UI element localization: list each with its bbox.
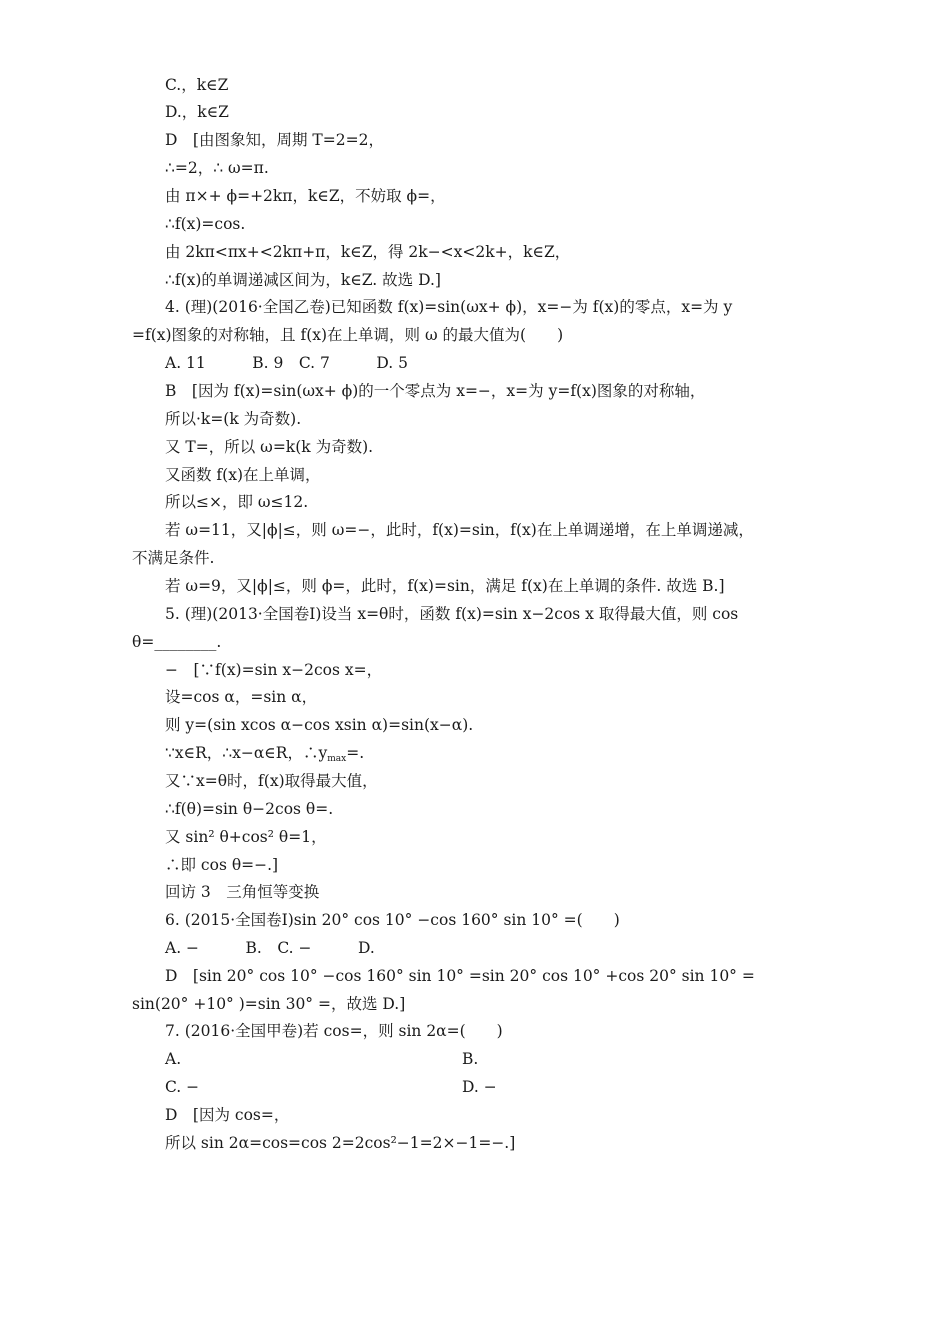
question-4-options: A. 11 B. 9 C. 7 D. 5 — [165, 354, 408, 372]
solution-line: ∵x∈R，∴x−α∈R，∴ymax=. — [165, 744, 365, 764]
option-d-line: D.，k∈Z — [165, 103, 229, 121]
option-c-line: C.，k∈Z — [165, 76, 229, 94]
solution-line: ∴f(θ)=sin θ−2cos θ=. — [165, 800, 334, 818]
question-4-line: =f(x)图象的对称轴，且 f(x)在上单调，则 ω 的最大值为( ) — [132, 326, 564, 344]
solution-line: ∴f(x)=cos. — [165, 215, 246, 233]
solution-line: 由 2kπ<πx+<2kπ+π，k∈Z，得 2k−<x<2k+，k∈Z， — [165, 243, 571, 261]
answer-line: B [因为 f(x)=sin(ωx+ ϕ)的一个零点为 x=−，x=为 y=f(x)图象的对称轴， — [165, 382, 706, 400]
solution-line: 设=cos α，=sin α， — [165, 688, 318, 706]
solution-line: 则 y=(sin xcos α−cos xsin α)=sin(x−α). — [165, 716, 474, 734]
section-heading: 回访 3 三角恒等变换 — [165, 883, 320, 901]
solution-line: 若 ω=9，又|ϕ|≤，则 ϕ=，此时，f(x)=sin，满足 f(x)在上单调的条件. 故选 B.] — [165, 577, 725, 595]
solution-line: ∴=2，∴ ω=π. — [165, 159, 269, 177]
question-5-line: 5. (理)(2013·全国卷Ⅰ)设当 x=θ时，函数 f(x)=sin x−2cos x 取得最大值，则 cos — [165, 605, 739, 623]
option-d: D. − — [462, 1078, 497, 1096]
solution-line: 又∵x=θ时，f(x)取得最大值， — [165, 772, 378, 790]
question-7-line: 7. (2016·全国甲卷)若 cos=，则 sin 2α=( ) — [165, 1022, 503, 1040]
solution-line: 又函数 f(x)在上单调， — [165, 466, 321, 484]
option-c: C. − — [165, 1078, 200, 1096]
option-a: A. — [165, 1050, 182, 1068]
solution-line: 所以 sin 2α=cos=cos 2=2cos²−1=2×−1=−.] — [165, 1134, 516, 1152]
solution-line: 又 sin² θ+cos² θ=1， — [165, 828, 327, 846]
solution-line: sin(20° +10° )=sin 30° =，故选 D.] — [132, 995, 406, 1013]
solution-line: 若 ω=11，又|ϕ|≤，则 ω=−，此时，f(x)=sin，f(x)在上单调递增，在上单调递减， — [165, 521, 754, 539]
solution-line: 不满足条件. — [132, 549, 215, 567]
answer-line: D [由图象知，周期 T=2=2， — [165, 131, 384, 149]
question-4-line: 4. (理)(2016·全国乙卷)已知函数 f(x)=sin(ωx+ ϕ)，x=−为 f(x)的零点，x=为 y — [165, 298, 733, 316]
answer-line: − [∵f(x)=sin x−2cos x=， — [165, 661, 383, 679]
solution-line: ∴f(x)的单调递减区间为，k∈Z. 故选 D.] — [165, 271, 441, 289]
answer-line: D [sin 20° cos 10° −cos 160° sin 10° =sin 20° cos 10° +cos 20° sin 10° = — [165, 967, 755, 985]
question-5-line: θ=________. — [132, 633, 222, 651]
solution-line: ∴即 cos θ=−.] — [165, 856, 279, 874]
answer-line: D [因为 cos=， — [165, 1106, 290, 1124]
question-6-line: 6. (2015·全国卷Ⅰ)sin 20° cos 10° −cos 160° sin 10° =( ) — [165, 911, 620, 929]
solution-line: 又 T=，所以 ω=k(k 为奇数). — [165, 438, 374, 456]
solution-line: 所以≤×，即 ω≤12. — [165, 493, 309, 511]
solution-line: 由 π×+ ϕ=+2kπ，k∈Z，不妨取 ϕ=， — [165, 187, 446, 205]
solution-line: 所以·k=(k 为奇数). — [165, 410, 302, 428]
question-6-options: A. − B. C. − D. — [165, 939, 375, 957]
option-b: B. — [462, 1050, 479, 1068]
